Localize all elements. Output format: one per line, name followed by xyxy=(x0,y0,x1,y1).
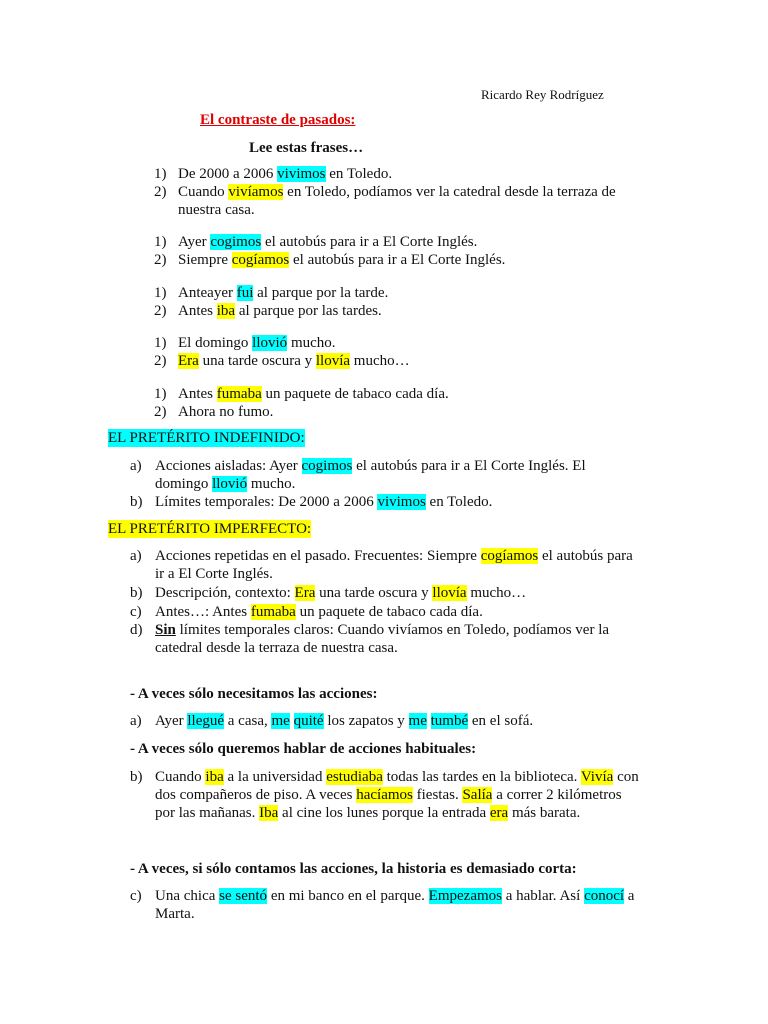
item-text: Siempre cogíamos el autobús para ir a El Corte Inglés. xyxy=(178,252,506,268)
highlight-indefinido: llovió xyxy=(212,476,248,492)
item-text: Una chica se sentó en mi banco en el parque. Empezamos a hablar. Así conocí a Marta. xyxy=(155,888,635,922)
highlight-imperfecto: vivíamos xyxy=(228,184,284,200)
item-text: Antes…: Antes fumaba un paquete de tabaco cada día. xyxy=(155,604,483,620)
item-letter: c) xyxy=(130,888,142,904)
item-text: Límites temporales: De 2000 a 2006 vivimos en Toledo. xyxy=(155,494,493,510)
item-letter: d) xyxy=(130,622,143,638)
item-letter: c) xyxy=(130,604,142,620)
item-text: Ahora no fumo. xyxy=(178,404,274,420)
highlight-indefinido: me xyxy=(408,713,427,729)
highlight-indefinido: llovió xyxy=(252,335,288,351)
highlight-indefinido: Empezamos xyxy=(428,888,502,904)
item-letter: a) xyxy=(130,713,142,729)
item-letter: b) xyxy=(130,585,143,601)
page-title: El contraste de pasados: xyxy=(200,112,356,128)
highlight-imperfecto: Iba xyxy=(259,805,279,821)
highlight-imperfecto: Vivía xyxy=(580,769,614,785)
item-text: Antes fumaba un paquete de tabaco cada día. xyxy=(178,386,449,402)
highlight-imperfecto: cogíamos xyxy=(480,548,539,564)
highlight-imperfecto: Salía xyxy=(462,787,493,803)
item-text: De 2000 a 2006 vivimos en Toledo. xyxy=(178,166,393,182)
highlight-indefinido: cogimos xyxy=(210,234,262,250)
item-number: 2) xyxy=(154,303,167,319)
highlight-indefinido: llegué xyxy=(187,713,225,729)
item-text: Cuando iba a la universidad estudiaba todas las tardes en la biblioteca. Vivía con dos compañeros de piso. A veces hacíamos fiestas. Salía a correr 2 kilómetros por las mañanas. Iba al cine los lunes porque la entrada era más barata. xyxy=(155,769,639,821)
item-text: Ayer llegué a casa, me quité los zapatos y me tumbé en el sofá. xyxy=(155,713,534,729)
highlight-indefinido: tumbé xyxy=(430,713,469,729)
heading-habituales: - A veces sólo queremos hablar de acciones habituales: xyxy=(130,741,477,757)
highlight-imperfecto: iba xyxy=(216,303,236,319)
highlight-indefinido: vivimos xyxy=(377,494,426,510)
item-text: Descripción, contexto: Era una tarde oscura y llovía mucho… xyxy=(155,585,527,601)
highlight-imperfecto: Era xyxy=(178,353,199,369)
item-text: Acciones repetidas en el pasado. Frecuentes: Siempre cogíamos el autobús para ir a El Corte Inglés. xyxy=(155,548,633,582)
section-title-imperfecto: EL PRETÉRITO IMPERFECTO: xyxy=(108,521,312,537)
highlight-imperfecto: llovía xyxy=(315,353,351,369)
heading-acciones: - A veces sólo necesitamos las acciones: xyxy=(130,686,378,702)
highlight-indefinido: vivimos xyxy=(277,166,326,182)
item-text: Anteayer fui al parque por la tarde. xyxy=(178,285,389,301)
item-letter: a) xyxy=(130,548,142,564)
highlight-imperfecto: llovía xyxy=(432,585,467,601)
highlight-imperfecto: iba xyxy=(205,769,224,785)
item-number: 1) xyxy=(154,234,167,250)
item-number: 1) xyxy=(154,285,167,301)
item-letter: b) xyxy=(130,769,143,785)
item-text: Acciones aisladas: Ayer cogimos el autobús para ir a El Corte Inglés. El domingo llovió mucho. xyxy=(155,458,586,492)
item-number: 2) xyxy=(154,184,167,200)
section-title-indefinido: EL PRETÉRITO INDEFINIDO: xyxy=(108,430,305,446)
page-subtitle: Lee estas frases… xyxy=(249,140,364,156)
highlight-indefinido: se sentó xyxy=(219,888,268,904)
item-number: 1) xyxy=(154,386,167,402)
highlight-indefinido: conocí xyxy=(584,888,625,904)
item-text: El domingo llovió mucho. xyxy=(178,335,336,351)
highlight-indefinido: quité xyxy=(293,713,324,729)
highlight-indefinido: fui xyxy=(236,285,254,301)
item-number: 2) xyxy=(154,353,167,369)
highlight-imperfecto: fumaba xyxy=(216,386,262,402)
item-text: Antes iba al parque por las tardes. xyxy=(178,303,382,319)
item-text: Ayer cogimos el autobús para ir a El Corte Inglés. xyxy=(178,234,478,250)
item-text: Sin límites temporales claros: Cuando vivíamos en Toledo, podíamos ver la catedral desde la terraza de nuestra casa. xyxy=(155,622,610,656)
item-number: 1) xyxy=(154,335,167,351)
highlight-imperfecto: Era xyxy=(294,585,316,601)
item-number: 2) xyxy=(154,404,167,420)
highlight-imperfecto: cogíamos xyxy=(231,252,290,268)
item-letter: b) xyxy=(130,494,143,510)
author-name: Ricardo Rey Rodríguez xyxy=(481,87,604,102)
highlight-imperfecto: era xyxy=(489,805,509,821)
heading-historia: - A veces, si sólo contamos las acciones, la historia es demasiado corta: xyxy=(130,861,577,877)
item-number: 2) xyxy=(154,252,167,268)
item-text: Cuando vivíamos en Toledo, podíamos ver la catedral desde la terraza de nuestra casa. xyxy=(178,184,616,218)
item-letter: a) xyxy=(130,458,142,474)
highlight-imperfecto: hacíamos xyxy=(356,787,413,803)
highlight-imperfecto: estudiaba xyxy=(326,769,383,785)
highlight-imperfecto: fumaba xyxy=(250,604,296,620)
item-number: 1) xyxy=(154,166,167,182)
item-text: Era una tarde oscura y llovía mucho… xyxy=(178,353,410,369)
highlight-indefinido: cogimos xyxy=(301,458,353,474)
highlight-indefinido: me xyxy=(271,713,290,729)
